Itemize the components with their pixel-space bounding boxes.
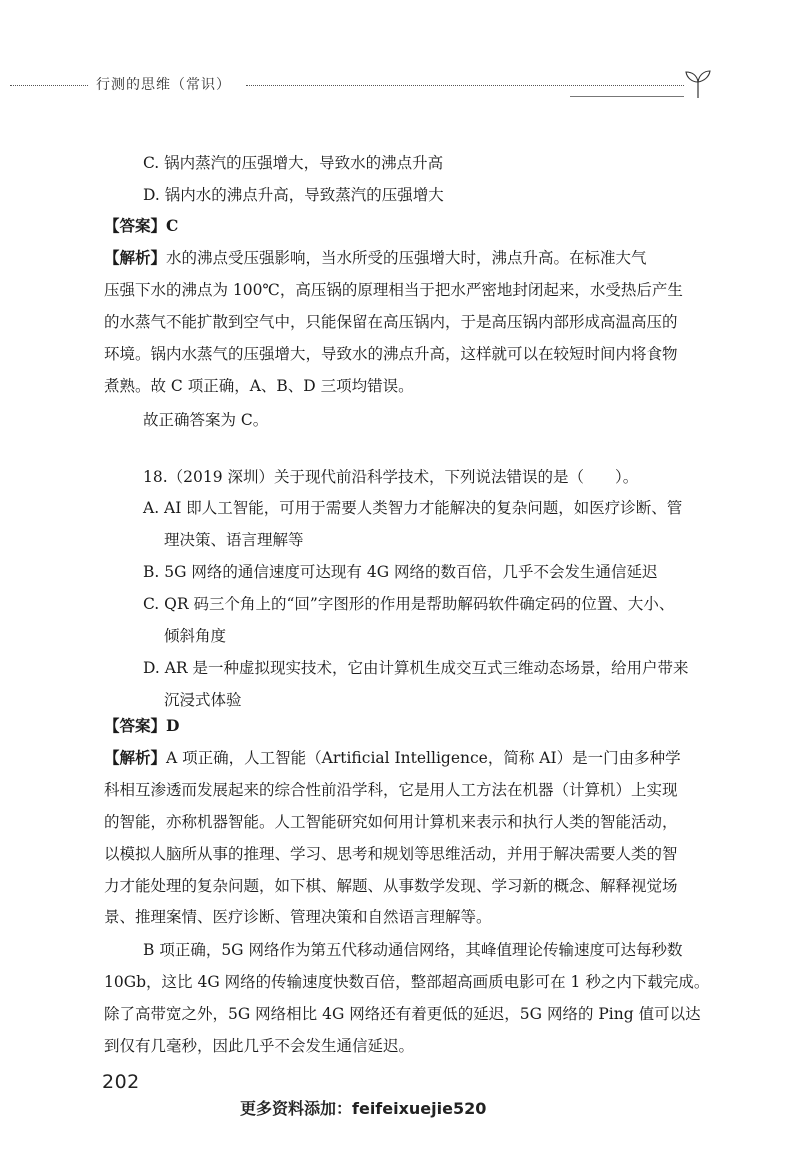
q17-analysis-line-5: 煮熟。故 C 项正确，A、B、D 三项均错误。 — [104, 377, 414, 395]
q18-option-a-line-2: 理决策、语言理解等 — [164, 531, 304, 549]
q18-option-c-line-2: 倾斜角度 — [164, 627, 227, 645]
answer-tag: 【答案】 — [104, 216, 167, 235]
header-rule-right — [246, 85, 684, 86]
q17-option-d: D. 锅内水的沸点升高，导致蒸汽的压强增大 — [143, 186, 444, 204]
watermark-text: 更多资料添加：feifeixuejie520 — [240, 1099, 487, 1118]
q18-answer — [104, 716, 179, 736]
analysis-tag: 【解析】 — [104, 248, 167, 267]
header-rule-left — [10, 85, 88, 86]
header-rule-accent — [570, 96, 684, 97]
answer-value: C — [166, 216, 179, 235]
q18-analysis-line-6: 景、推理案情、医疗诊断、管理决策和自然语言理解等。 — [104, 908, 492, 926]
q18-analysis-line-5: 力才能处理的复杂问题，如下棋、解题、从事数学发现、学习新的概念、解释视觉场 — [104, 877, 678, 895]
q18-paragraph-b-line-4: 到仅有几毫秒，因此几乎不会发生通信延迟。 — [104, 1037, 415, 1055]
q18-option-a-line-1: A. AI 即人工智能，可用于需要人类智力才能解决的复杂问题，如医疗诊断、管 — [143, 499, 683, 517]
q18-stem: 18.（2019 深圳）关于现代前沿科学技术，下列说法错误的是（ ）。 — [143, 468, 639, 486]
q18-option-d-line-2: 沉浸式体验 — [164, 691, 242, 709]
q18-analysis-line-4: 以模拟人脑所从事的推理、学习、思考和规划等思维活动，并用于解决需要人类的智 — [104, 845, 678, 863]
analysis-text: A 项正确，人工智能（Artificial Intelligence，简称 AI）是一门由多种学 — [166, 749, 681, 767]
analysis-tag: 【解析】 — [104, 748, 167, 767]
answer-tag: 【答案】 — [104, 716, 167, 735]
q18-option-b: B. 5G 网络的通信速度可达现有 4G 网络的数百倍，几乎不会发生通信延迟 — [143, 563, 658, 581]
q17-option-c: C. 锅内蒸汽的压强增大，导致水的沸点升高 — [143, 154, 444, 172]
q18-option-d-line-1: D. AR 是一种虚拟现实技术，它由计算机生成交互式三维动态场景，给用户带来 — [143, 659, 689, 677]
page-number: 202 — [102, 1071, 140, 1093]
q17-analysis-line-4: 环境。锅内水蒸气的压强增大，导致水的沸点升高，这样就可以在较短时间内将食物 — [104, 345, 678, 363]
analysis-text: 水的沸点受压强影响，当水所受的压强增大时，沸点升高。在标准大气 — [166, 249, 647, 267]
answer-value: D — [166, 716, 180, 735]
q18-analysis-line-1 — [104, 748, 681, 768]
q17-answer — [104, 216, 178, 236]
q18-paragraph-b-line-1: B 项正确，5G 网络作为第五代移动通信网络，其峰值理论传输速度可达每秒数 — [143, 941, 683, 959]
q18-option-c-line-1: C. QR 码三个角上的“回”字图形的作用是帮助解码软件确定码的位置、大小、 — [143, 595, 675, 613]
running-header-title: 行测的思维（常识） — [96, 77, 231, 93]
q17-analysis-line-2: 压强下水的沸点为 100℃，高压锅的原理相当于把水严密地封闭起来，水受热后产生 — [104, 281, 683, 299]
q18-paragraph-b-line-3: 除了高带宽之外，5G 网络相比 4G 网络还有着更低的延迟，5G 网络的 Ping 值可以达 — [104, 1005, 701, 1023]
q18-analysis-line-3: 的智能，亦称机器智能。人工智能研究如何用计算机来表示和执行人类的智能活动， — [104, 813, 678, 831]
q18-analysis-line-2: 科相互渗透而发展起来的综合性前沿学科，它是用人工方法在机器（计算机）上实现 — [104, 781, 678, 799]
sprout-icon — [684, 64, 712, 100]
q17-analysis-line-3: 的水蒸气不能扩散到空气中，只能保留在高压锅内，于是高压锅内部形成高温高压的 — [104, 313, 678, 331]
q17-conclusion: 故正确答案为 C。 — [143, 411, 269, 429]
q18-paragraph-b-line-2: 10Gb，这比 4G 网络的传输速度快数百倍，整部超高画质电影可在 1 秒之内下载完成。 — [104, 973, 710, 991]
q17-analysis-line-1 — [104, 248, 647, 268]
